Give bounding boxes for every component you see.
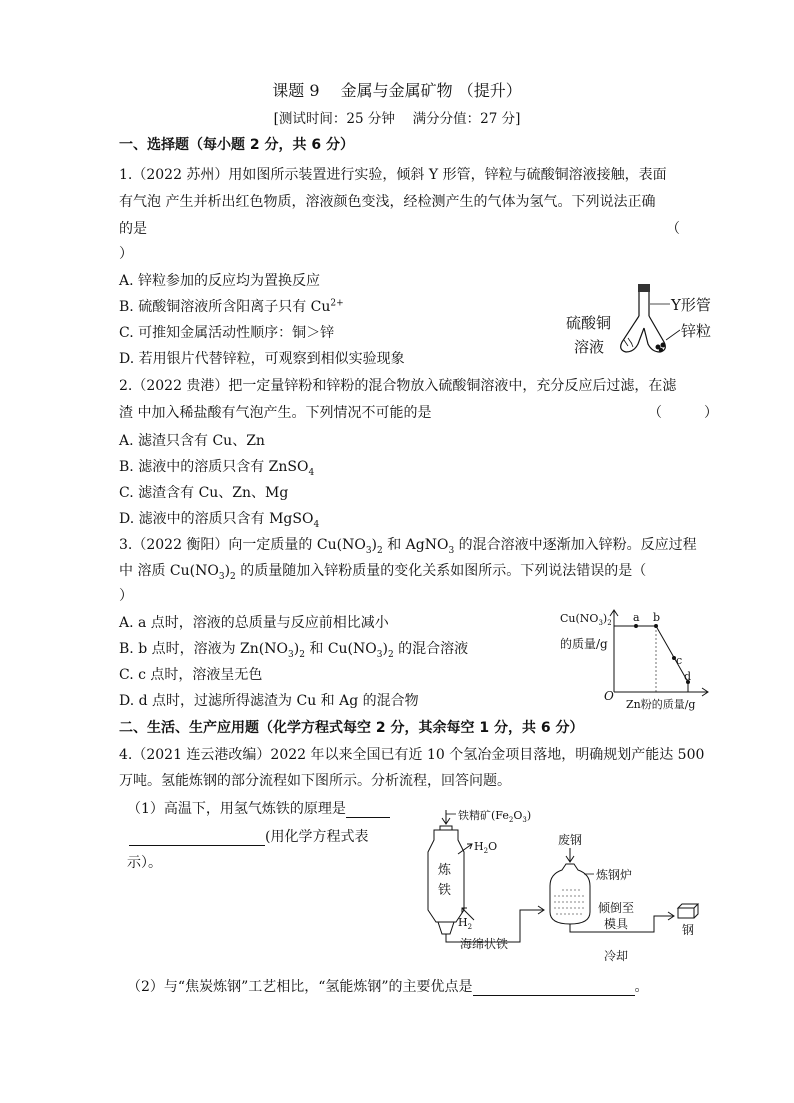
q3-l1-sub3: 3: [448, 545, 455, 556]
stopper-icon: [638, 284, 650, 292]
section-heading-application: 二、生活、生产应用题（化学方程式每空 2 分，其余每空 1 分，共 6 分）: [119, 720, 584, 736]
furnace-top: [440, 826, 452, 830]
scrap-label: 废钢: [558, 833, 583, 847]
water-sub: 2: [483, 847, 489, 855]
furnace-bottom: [438, 922, 454, 934]
q3-l1-a: 3.（2022 衡阳）向一定质量的 Cu(NO: [119, 537, 366, 553]
q3-l1-c: 和 AgNO: [382, 537, 449, 553]
water-a: H: [474, 840, 484, 853]
q4-part1-line2: [129, 826, 368, 846]
q3-l1-sub2: 2: [377, 545, 383, 556]
h2-sub: 2: [467, 923, 473, 931]
q4-p2-text: （2）与“焦炭炼钢”工艺相比，“氢能炼钢”的主要优点是: [127, 979, 473, 995]
q3-option-c: C. c 点时，溶液呈无色: [119, 667, 263, 683]
q4-part1-line1: [127, 798, 390, 818]
q4-p1-blank-long[interactable]: [129, 831, 265, 846]
water-b: O: [488, 840, 498, 853]
pour-label-2: 模具: [604, 917, 629, 931]
ylabel-sub1: 3: [598, 619, 603, 627]
q4-p1-text: （1）高温下，用氢气炼铁的原理是: [127, 801, 346, 817]
point-label-a: a: [633, 611, 640, 624]
cool-label: 冷却: [604, 949, 629, 963]
q3-l2-b: ): [224, 563, 231, 579]
ylabel-a: Cu(NO: [560, 612, 599, 625]
q1-option-b-text: B. 硫酸铜溶液所含阳离子只有 Cu: [119, 299, 331, 315]
ore-inlet-arrow: [442, 810, 450, 824]
q2-stem-line1: 2.（2022 贵港）把一定量锌粉和锌粉的混合物放入硫酸铜溶液中，充分反应后过滤，在滤: [119, 378, 677, 394]
ore-b: O: [513, 809, 523, 822]
steel-furnace-label: 炼钢炉: [596, 868, 633, 882]
q1-answer-paren-close: ）: [119, 246, 133, 262]
q3-l2-sub2: 2: [230, 571, 236, 582]
q3-stem-line2: [119, 560, 646, 582]
label-solution-line1: 硫酸铜: [566, 314, 612, 332]
q2-option-d: [119, 508, 319, 530]
ore-sub2: 3: [522, 816, 527, 824]
q1-option-d: D. 若用银片代替锌粒，可观察到相似实验现象: [119, 351, 405, 367]
y-axis-label-line2: 的质量/g: [560, 637, 608, 651]
label-solution-line2: 溶液: [574, 338, 605, 356]
q3-ob-sub1: 3: [287, 649, 294, 660]
q4-stem-line2: 万吨。氢能炼钢的部分流程如下图所示。分析流程，回答问题。: [119, 773, 511, 789]
section-heading-choice: 一、选择题（每小题 2 分，共 6 分）: [119, 137, 354, 153]
y-tube-left-arm: [621, 316, 644, 352]
q3-l1-d: 的混合溶液中逐渐加入锌粉。反应过程: [454, 537, 697, 553]
q2-stem-line2: 渣 中加入稀盐酸有气泡产生。下列情况不可能的是: [119, 405, 432, 421]
q2-option-b: [119, 456, 314, 478]
q3-option-d: D. d 点时，过滤所得滤渣为 Cu 和 Ag 的混合物: [119, 693, 419, 709]
q1-option-a: A. 锌粒参加的反应均为置换反应: [119, 273, 321, 289]
y-axis-label-line1: [560, 612, 612, 627]
q3-l2-c: 的质量随加入锌粉质量的变化关系如图所示。下列说法错误的是（: [235, 563, 647, 579]
hydrogen-label: [458, 916, 472, 931]
q3-ob-d: ): [382, 641, 388, 657]
ylabel-sub2: 2: [607, 619, 612, 627]
q3-l2-a: 中 溶质 Cu(NO: [119, 563, 219, 579]
ore-label: [458, 808, 531, 824]
q2-option-d-sub: 4: [313, 519, 320, 530]
q2-option-b-text: B. 滤液中的溶质只含有 ZnSO: [119, 459, 309, 475]
q3-answer-paren-close: ）: [119, 588, 133, 604]
q3-option-b: [119, 638, 468, 660]
pour-label-1: 倾倒至: [598, 901, 635, 915]
test-info: [测试时间：25 分钟 满分分值：27 分]: [273, 111, 521, 127]
point-b: [654, 624, 658, 628]
q3-l2-sub1: 3: [218, 571, 225, 582]
page-title: 课题 9 金属与金属矿物 （提升）: [272, 81, 522, 100]
zinc-leader: [666, 330, 680, 340]
q1-answer-paren-open: （: [666, 221, 680, 237]
q1-stem-line2: 有气泡 产生并析出红色物质，溶液颜色变浅，经检测产生的气体为氢气。下列说法正确: [119, 194, 656, 210]
q3-ob-sub4: 2: [387, 649, 394, 660]
q4-p2-blank[interactable]: [473, 981, 635, 996]
h2-a: H: [458, 916, 468, 929]
q1-stem-line1: 1.（2022 苏州）用如图所示装置进行实验，倾斜 Y 形管，锌粒与硫酸铜溶液接触，表面: [119, 167, 667, 183]
q3-option-a: A. a 点时，溶液的总质量与反应前相比减小: [119, 615, 389, 631]
q2-option-d-text: D. 滤液中的溶质只含有 MgSO: [119, 511, 314, 527]
q4-p2-end: 。: [634, 979, 649, 995]
q2-option-c: C. 滤渣含有 Cu、Zn、Mg: [119, 485, 289, 501]
x-axis-label: Zn粉的质量/g: [626, 698, 696, 711]
point-label-b: b: [653, 611, 661, 624]
q3-ob-c: 和 Cu(NO: [304, 641, 377, 657]
furnace-label-2: 铁: [438, 883, 452, 898]
point-label-d: d: [684, 670, 692, 683]
q3-ob-b: ): [293, 641, 300, 657]
q4-part1-line3: 示）。: [127, 855, 162, 871]
ylabel-close: ): [602, 612, 608, 625]
steelmaking-furnace-icon: [550, 864, 590, 924]
water-label: [474, 840, 497, 855]
ore-c: ): [526, 809, 532, 822]
q4-p1-text-b: (用化学方程式表: [265, 829, 369, 845]
steel-label: 钢: [682, 923, 695, 937]
point-a: [634, 624, 638, 628]
y-tube-figure: [560, 282, 730, 362]
furnace-label-1: 炼: [438, 863, 452, 878]
ore-a: 铁精矿(Fe: [458, 809, 509, 822]
q1-stem-line3: 的是: [119, 221, 147, 237]
q3-ob-e: 的混合溶液: [393, 641, 469, 657]
q2-option-b-sub: 4: [308, 467, 315, 478]
q1-option-b-sup: 2+: [330, 298, 344, 309]
x-axis: [614, 688, 708, 696]
ore-sub1: 2: [508, 816, 514, 824]
q3-l1-sub1: 3: [365, 545, 372, 556]
q3-l1-b: ): [371, 537, 378, 553]
steel-block-icon: [678, 904, 698, 918]
q1-option-b: [119, 296, 344, 316]
q4-stem-line1: 4.（2021 连云港改编）2022 年以来全国已有近 10 个氢冶金项目落地，明确规划产能达 500: [119, 747, 705, 763]
origin-label: O: [604, 689, 614, 703]
q1-option-c: C. 可推知金属活动性顺序：铜＞锌: [119, 325, 335, 341]
q3-stem-line1: [119, 534, 697, 556]
zinc-granule-icon: [659, 348, 663, 352]
solution-fill: [624, 338, 633, 347]
zinc-granule-icon: [661, 343, 666, 348]
q3-ob-sub2: 2: [299, 649, 305, 660]
label-zinc: 锌粒: [681, 322, 712, 340]
q4-p1-blank-short[interactable]: [346, 803, 390, 818]
q3-ob-a: B. b 点时，溶液为 Zn(NO: [119, 641, 288, 657]
q3-chart: [560, 608, 720, 712]
y-tube-stem: [639, 292, 649, 316]
sponge-iron-label: 海绵状铁: [460, 937, 509, 951]
point-label-c: c: [676, 654, 683, 667]
q2-answer-paren: （ ）: [648, 405, 718, 421]
scrap-inlet-arrow: [566, 848, 574, 862]
q3-ob-sub3: 3: [376, 649, 383, 660]
q4-part2: [127, 976, 649, 996]
q2-option-a: A. 滤渣只含有 Cu、Zn: [119, 433, 265, 449]
label-ytube: Y形管: [671, 296, 711, 314]
steelmaking-flow-diagram: [420, 800, 720, 970]
